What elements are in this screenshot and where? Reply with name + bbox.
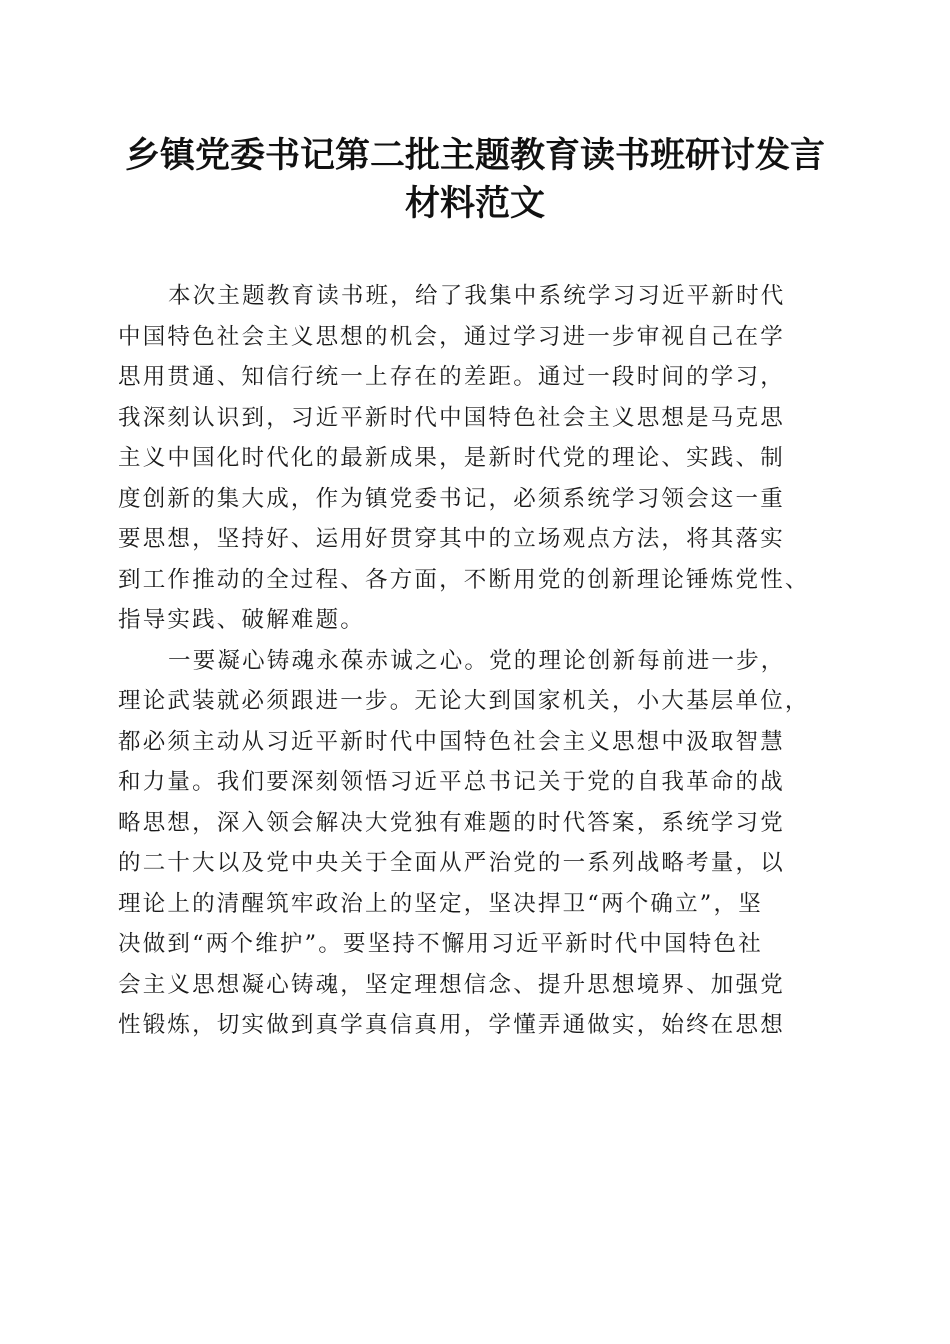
text-line: 本次主题教育读书班，给了我集中系统学习习近平新时代 xyxy=(168,283,786,309)
text-line: 理论上的清醒筑牢政治上的坚定，坚决捍卫“两个确立”，坚 xyxy=(118,890,763,917)
document-body xyxy=(118,276,838,1046)
document-title xyxy=(80,132,870,228)
text-line: 都必须主动从习近平新时代中国特色社会主义思想中汲取智慧 xyxy=(118,728,785,755)
paragraph-1 xyxy=(118,276,838,641)
text-line: 中国特色社会主义思想的机会，通过学习进一步审视自己在学 xyxy=(118,323,785,350)
text-line: 到工作推动的全过程、各方面，不断用党的创新理论锤炼党性、 xyxy=(118,566,810,593)
text-line: 和力量。我们要深刻领悟习近平总书记关于党的自我革命的战 xyxy=(118,769,785,795)
text-line: 理论武装就必须跟进一步。无论大到国家机关，小大基层单位， xyxy=(118,688,810,714)
text-line: 一要凝心铸魂永葆赤诚之心。党的理论创新每前进一步， xyxy=(168,647,786,674)
text-line: 度创新的集大成，作为镇党委书记，必须系统学习领会这一重 xyxy=(118,485,785,512)
title-line-1: 乡镇党委书记第二批主题教育读书班研讨发言 xyxy=(124,135,825,176)
text-line: 的二十大以及党中央关于全面从严治党的一系列战略考量，以 xyxy=(118,850,785,876)
text-line: 决做到“两个维护”。要坚持不懈用习近平新时代中国特色社 xyxy=(118,931,763,957)
text-line: 性锻炼，切实做到真学真信真用，学懂弄通做实，始终在思想 xyxy=(118,1012,785,1038)
paragraph-2 xyxy=(118,641,838,1046)
text-line: 我深刻认识到，习近平新时代中国特色社会主义思想是马克思 xyxy=(118,404,785,431)
title-line-2: 材料范文 xyxy=(404,183,545,224)
text-line: 会主义思想凝心铸魂，坚定理想信念、提升思想境界、加强党 xyxy=(118,971,785,998)
text-line: 主义中国化时代化的最新成果，是新时代党的理论、实践、制 xyxy=(118,445,785,471)
text-line: 要思想，坚持好、运用好贯穿其中的立场观点方法，将其落实 xyxy=(118,526,785,552)
text-line: 思用贯通、知信行统一上存在的差距。通过一段时间的学习， xyxy=(118,364,785,390)
text-line: 略思想，深入领会解决大党独有难题的时代答案，系统学习党 xyxy=(118,809,785,836)
text-line: 指导实践、破解难题。 xyxy=(118,607,366,633)
